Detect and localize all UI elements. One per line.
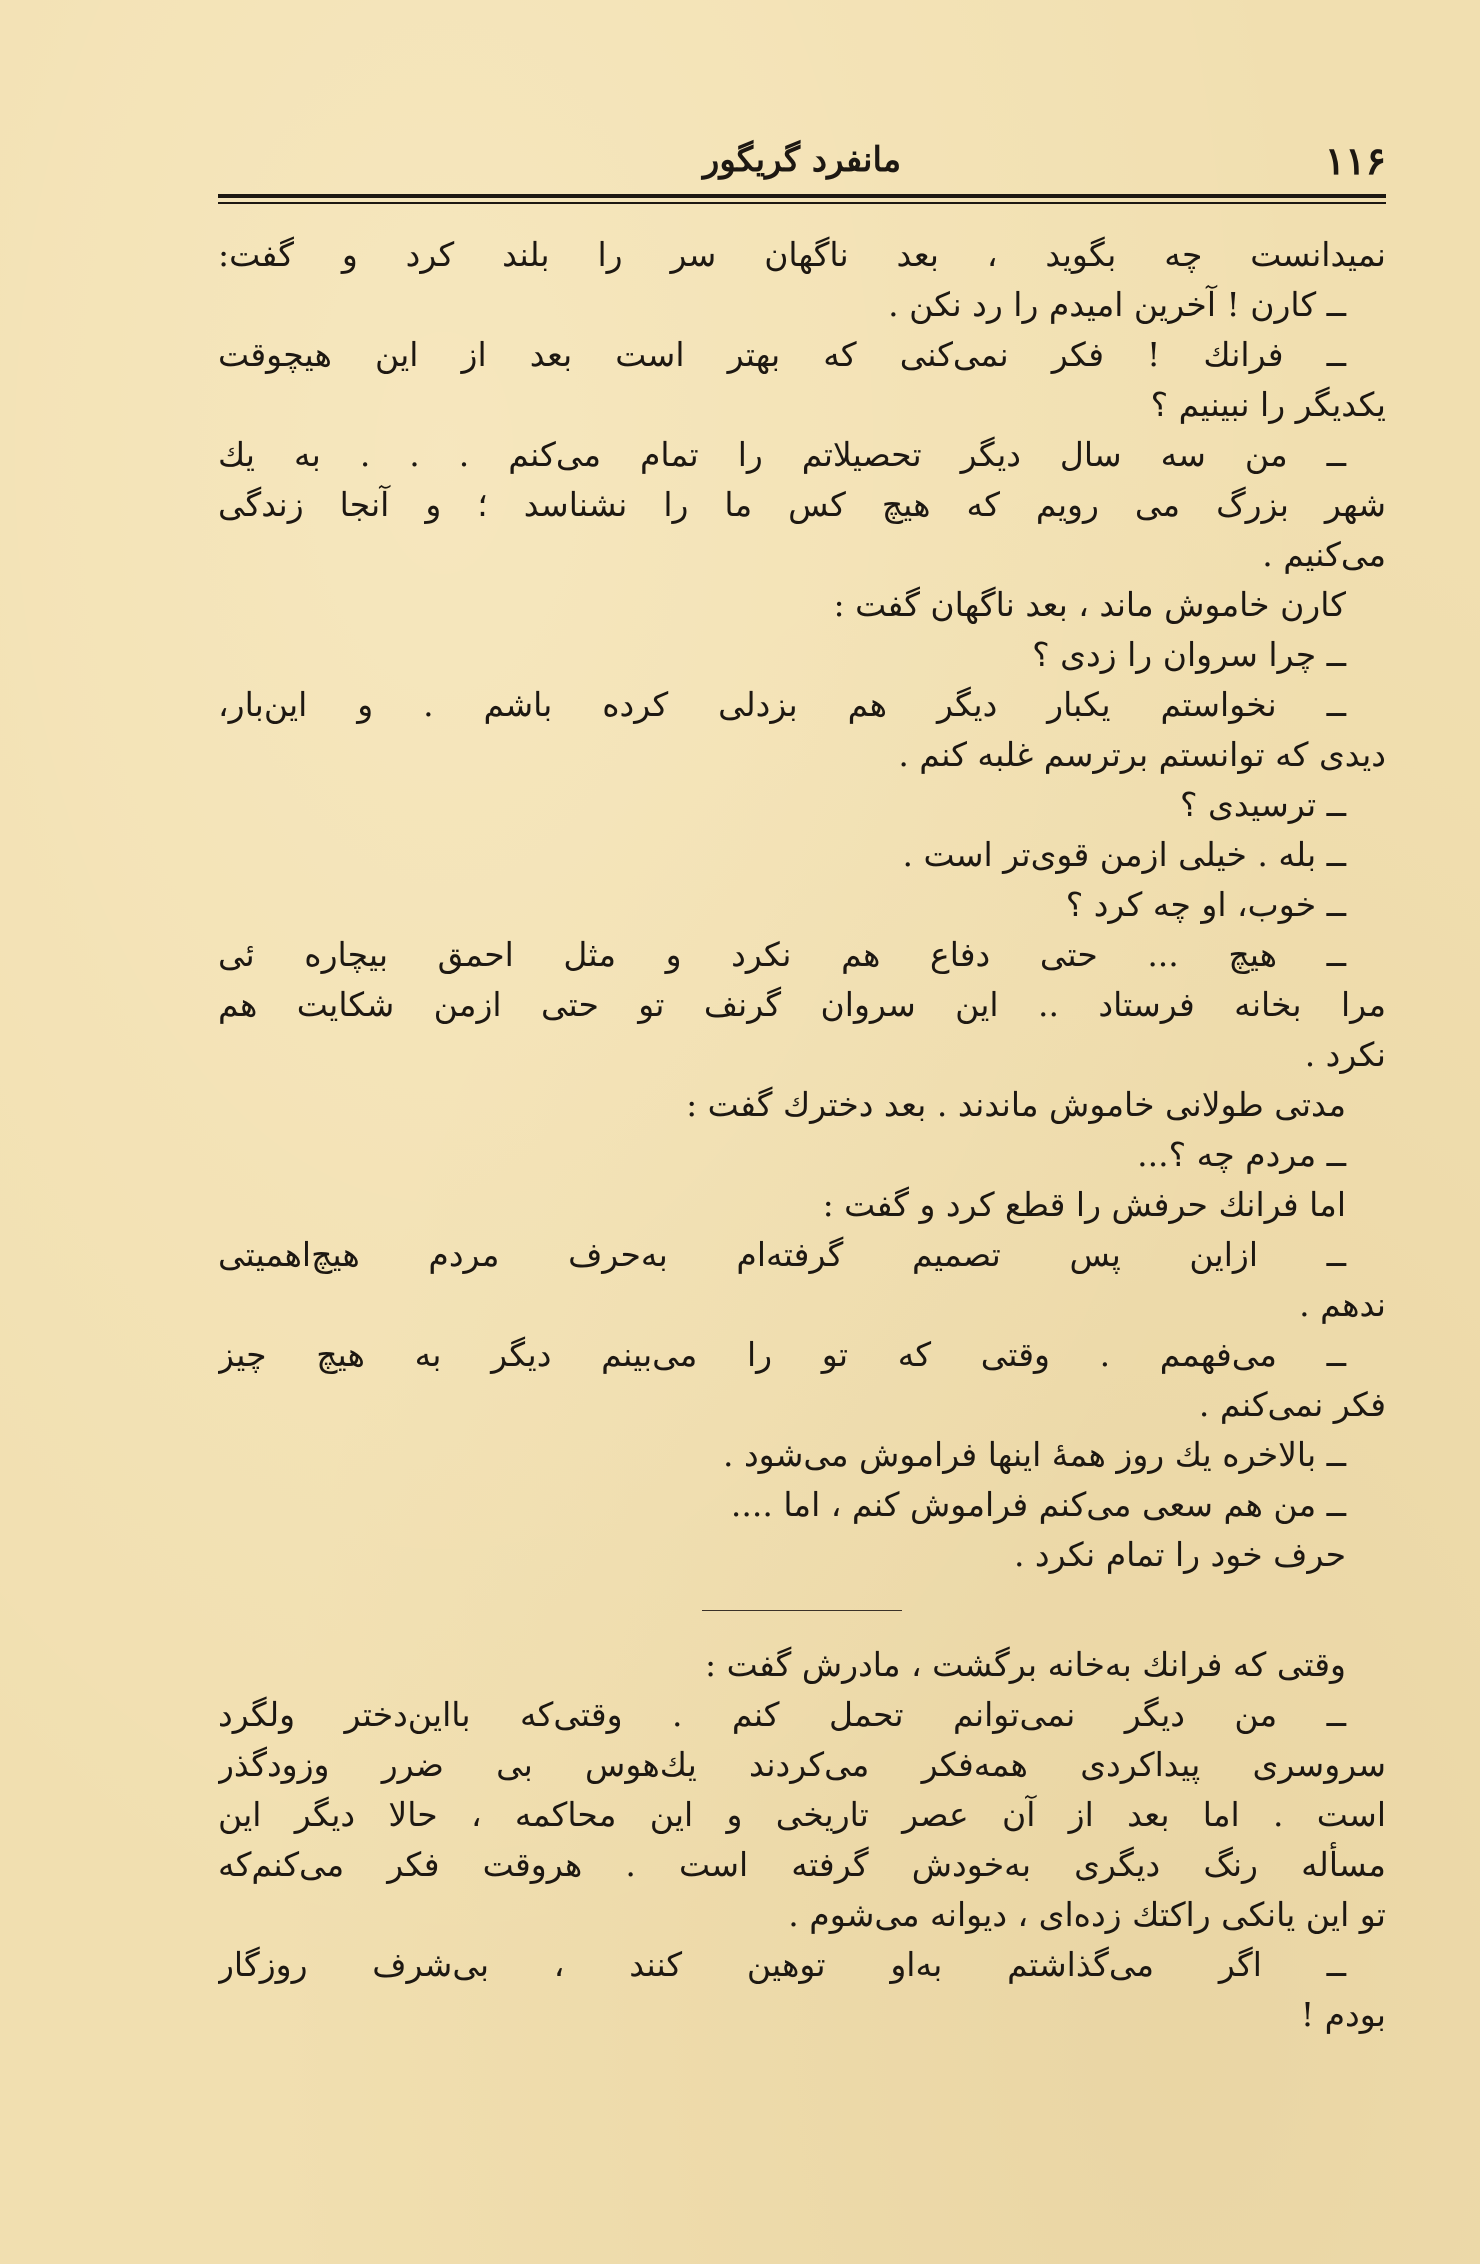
text-line: ــ من سه سال دیگر تحصیلاتم را تمام می‌کنم . . . به یك <box>218 435 1346 474</box>
text-line: شهر بزرگ می رویم که هیچ کس ما را نشناسد ؛ و آنجا زندگی <box>218 485 1386 524</box>
text-line: ــ نخواستم یکبار دیگر هم بزدلی کرده باشم . و این‌بار، <box>218 685 1346 724</box>
text-line: ــ اگر می‌گذاشتم به‌او توهین کنند ، بی‌شرف روزگار <box>218 1945 1346 1984</box>
page-header <box>218 138 1386 194</box>
text-line: ــ ترسیدی ؟ <box>1180 785 1346 824</box>
text-line: ــ هیچ ... حتی دفاع هم نکرد و مثل احمق بیچاره ئی <box>218 935 1346 974</box>
text-line: ندهم . <box>1299 1285 1386 1324</box>
text-line: حرف خود را تمام نکرد . <box>1013 1535 1346 1574</box>
text-line: نکرد . <box>1304 1035 1386 1074</box>
text-line: سروسری پیداکردی همه‌فکر می‌کردند یك‌هوس بی ضرر وزودگذر <box>218 1745 1386 1784</box>
text-line: ــ من دیگر نمی‌توانم تحمل کنم . وقتی‌که بااین‌دختر ولگرد <box>218 1695 1346 1734</box>
text-line: مرا بخانه فرستاد .. این سروان گرنف تو حتی ازمن شکایت هم <box>218 985 1386 1024</box>
section-divider <box>218 1580 1386 1640</box>
text-line: ــ خوب، او چه کرد ؟ <box>1065 885 1346 924</box>
text-line: ــ فرانك ! فکر نمی‌کنی که بهتر است بعد از این هیچوقت <box>218 335 1346 374</box>
text-line: ــ من هم سعی می‌کنم فراموش کنم ، اما .... <box>730 1485 1346 1524</box>
text-line: وقتی که فرانك به‌خانه برگشت ، مادرش گفت : <box>704 1645 1346 1684</box>
text-line: یکدیگر را نبینیم ؟ <box>1150 385 1386 424</box>
text-line: ــ کارن ! آخرین امیدم را رد نکن . <box>888 285 1346 324</box>
text-line: فکر نمی‌کنم . <box>1198 1385 1386 1424</box>
text-line: اما فرانك حرفش را قطع کرد و گفت : <box>822 1185 1346 1224</box>
text-line: ــ مردم چه ؟... <box>1137 1135 1346 1174</box>
text-line: ــ چرا سروان را زدی ؟ <box>1032 635 1346 674</box>
text-line: نمیدانست چه بگوید ، بعد ناگهان سر را بلند کرد و گفت: <box>218 235 1386 274</box>
text-line: مدتی طولانی خاموش ماندند . بعد دخترك گفت : <box>686 1085 1346 1124</box>
text-line: است . اما بعد از آن عصر تاریخی و این محاکمه ، حالا دیگر این <box>218 1795 1386 1834</box>
page-number: ۱۱۶ <box>1324 138 1386 183</box>
text-line: ــ بله . خیلی ازمن قوی‌تر است . <box>902 835 1346 874</box>
text-line: ــ می‌فهمم . وقتی که تو را می‌بینم دیگر به هیچ چیز <box>218 1335 1346 1374</box>
header-rule <box>218 194 1386 198</box>
text-line: تو این یانکی راکتك زده‌ای ، دیوانه می‌شوم . <box>788 1895 1386 1934</box>
text-line: می‌کنیم . <box>1262 535 1386 574</box>
text-line: ــ بالاخره یك روز همهٔ اینها فراموش می‌شود . <box>723 1435 1346 1474</box>
running-head: مانفرد گریگور <box>702 140 902 180</box>
text-line: دیدی که توانستم برترسم غلبه کنم . <box>898 735 1386 774</box>
text-line: مسأله رنگ دیگری به‌خودش گرفته است . هروقت فکر می‌کنم‌که <box>218 1845 1386 1884</box>
text-line: کارن خاموش ماند ، بعد ناگهان گفت : <box>833 585 1346 624</box>
page-body <box>218 230 1386 2040</box>
header-rule-thin <box>218 202 1386 204</box>
text-line: بودم ! <box>1300 1995 1386 2034</box>
text-line: ــ ازاین پس تصمیم گرفته‌ام به‌حرف مردم هیچ‌اهمیتی <box>218 1235 1346 1274</box>
